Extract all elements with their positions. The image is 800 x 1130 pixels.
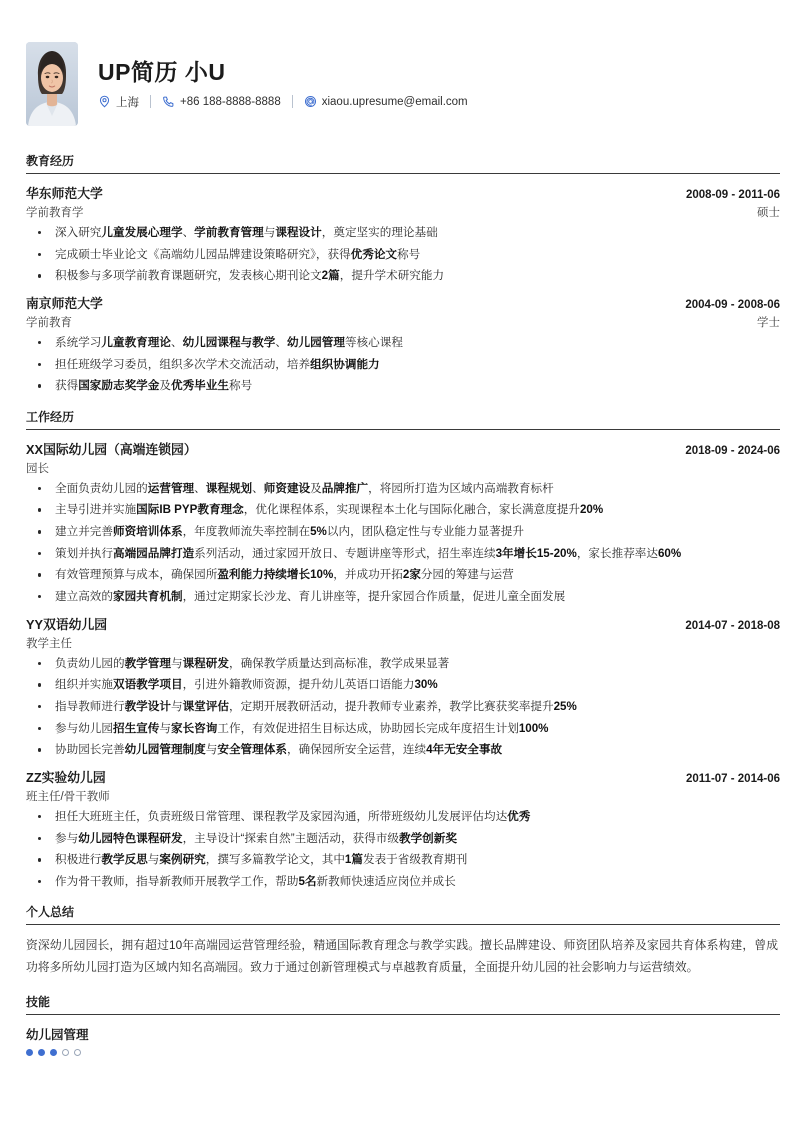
section-title-summary: 个人总结 xyxy=(26,905,75,920)
entry-subheader-row xyxy=(26,635,780,651)
email-icon xyxy=(304,95,317,108)
entry-date-range: 2011-07 - 2014-06 xyxy=(686,772,780,785)
bullet-item: 系统学习儿童教育理论、幼儿园课程与教学、幼儿园管理等核心课程 xyxy=(26,335,780,351)
entry-subheader-row xyxy=(26,314,780,330)
entry-organization: 华东师范大学 xyxy=(26,186,103,201)
bullet-item: 参与幼儿园特色课程研发，主导设计“探索自然”主题活动，获得市级教学创新奖 xyxy=(26,831,780,847)
entry xyxy=(18,605,782,758)
entry-degree: 学士 xyxy=(757,316,780,329)
skill-dot-empty xyxy=(62,1049,69,1056)
section-title: 工作经历 xyxy=(26,409,75,424)
skill-dot-filled xyxy=(38,1049,45,1056)
entry-date-range: 2018-09 - 2024-06 xyxy=(685,444,780,457)
entry-bullet-list xyxy=(26,481,780,605)
skill-dot-filled xyxy=(50,1049,57,1056)
bullet-item: 负责幼儿园的教学管理与课程研发，确保教学质量达到高标准，教学成果显著 xyxy=(26,656,780,672)
bullet-item: 积极参与多项学前教育课题研究，发表核心期刊论文2篇，提升学术研究能力 xyxy=(26,268,780,284)
entry-organization: 南京师范大学 xyxy=(26,295,103,311)
summary-text: 资深幼儿园园长，拥有超过10年高端园运营管理经验，精通国际教育理念与教学实践。擅长品牌建设、师资团队培养及家园共育体系构建，曾成功将多所幼儿园打造为区域内知名高端园。致力于通过创新管理模式与卓越教育质量，全面提升幼儿园的社会影响力与运营绩效。 xyxy=(26,938,778,975)
contact-location-text: 上海 xyxy=(116,96,139,109)
entry-date-range: 2008-09 - 2011-06 xyxy=(686,189,780,201)
bullet-item: 参与幼儿园招生宣传与家长咨询工作，有效促进招生目标达成，协助园长完成年度招生计划100% xyxy=(26,721,780,737)
section-1 xyxy=(18,408,782,890)
section-skills xyxy=(18,993,782,1056)
entry-subheader-row xyxy=(26,460,780,476)
section-title-skills: 技能 xyxy=(26,995,51,1010)
entry xyxy=(18,430,782,605)
entry-date-range: 2014-07 - 2018-08 xyxy=(685,619,780,632)
bullet-item: 深入研究儿童发展心理学、学前教育管理与课程设计，奠定坚实的理论基础 xyxy=(26,225,780,241)
entry-header-row xyxy=(26,614,780,633)
contact-divider xyxy=(292,95,293,108)
bullet-item: 作为骨干教师，指导新教师开展教学工作，帮助5名新教师快速适应岗位并成长 xyxy=(26,874,780,890)
entry-bullet-list xyxy=(26,656,780,758)
entry-degree: 硕士 xyxy=(757,207,780,219)
bullet-item: 组织并实施双语教学项目，引进外籍教师资源，提升幼儿英语口语能力30% xyxy=(26,677,780,693)
resume-header xyxy=(18,0,782,138)
skills-list xyxy=(18,1015,782,1056)
contact-email xyxy=(304,95,468,108)
entry-header-row xyxy=(26,183,780,202)
entry-header-row xyxy=(26,439,780,458)
skill-item xyxy=(18,1015,782,1056)
contact-email-text: xiaou.upresume@email.com xyxy=(321,95,468,108)
bullet-item: 有效管理预算与成本，确保园所盈利能力持续增长10%，并成功开拓2家分园的筹建与运营 xyxy=(26,567,780,583)
bullet-item: 全面负责幼儿园的运营管理、课程规划、师资建设及品牌推广，将园所打造为区域内高端教育标杆 xyxy=(26,481,780,497)
entry-header-row xyxy=(26,293,780,312)
entry-subheader-row xyxy=(26,204,780,220)
skill-dot-empty xyxy=(74,1049,81,1056)
bullet-item: 建立高效的家园共育机制，通过定期家长沙龙、育儿讲座等，提升家园合作质量，促进儿童全面发展 xyxy=(26,589,780,605)
entry-bullet-list xyxy=(26,335,780,394)
entry-bullet-list xyxy=(26,225,780,284)
entry-role: 班主任/骨干教师 xyxy=(26,790,110,803)
entry-role: 园长 xyxy=(26,462,49,475)
phone-icon xyxy=(162,95,175,108)
bullet-item: 完成硕士毕业论文《高端幼儿园品牌建设策略研究》，获得优秀论文称号 xyxy=(26,247,780,263)
section-title: 教育经历 xyxy=(26,154,75,168)
entry-subheader-row xyxy=(26,788,780,804)
entry xyxy=(18,284,782,394)
entry-role: 学前教育学 xyxy=(26,207,84,219)
bullet-item: 积极进行教学反思与案例研究，撰写多篇教学论文，其中1篇发表于省级教育期刊 xyxy=(26,852,780,868)
entry-organization: ZZ实验幼儿园 xyxy=(26,769,106,785)
contact-phone-text: +86 188-8888-8888 xyxy=(180,95,281,108)
entry xyxy=(18,758,782,890)
bullet-item: 担任大班班主任，负责班级日常管理、课程教学及家园沟通，所带班级幼儿发展评估均达优秀 xyxy=(26,809,780,825)
avatar xyxy=(26,42,78,126)
entry-bullet-list xyxy=(26,809,780,890)
page-title: UP简历 小U xyxy=(98,59,226,86)
entry-organization: YY双语幼儿园 xyxy=(26,616,108,632)
entry-organization: XX国际幼儿园（高端连锁园） xyxy=(26,441,197,457)
bullet-item: 担任班级学习委员，组织多次学术交流活动，培养组织协调能力 xyxy=(26,357,780,373)
header-text-block xyxy=(98,58,468,110)
entry-header-row xyxy=(26,767,780,786)
sections-container xyxy=(18,152,782,889)
entry-role: 教学主任 xyxy=(26,637,72,650)
contact-phone xyxy=(162,95,281,108)
bullet-item: 主导引进并实施国际IB PYP教育理念，优化课程体系，实现课程本土化与国际化融合，家长满意度提升20% xyxy=(26,502,780,518)
bullet-item: 获得国家励志奖学金及优秀毕业生称号 xyxy=(26,378,780,394)
contact-location xyxy=(98,94,139,110)
bullet-item: 建立并完善师资培训体系，年度教师流失率控制在5%以内，团队稳定性与专业能力显著提升 xyxy=(26,524,780,540)
bullet-item: 指导教师进行教学设计与课堂评估，定期开展教研活动，提升教师专业素养，教学比赛获奖率提升25% xyxy=(26,699,780,715)
entry-date-range: 2004-09 - 2008-06 xyxy=(685,298,780,311)
section-summary xyxy=(18,903,782,979)
contact-list xyxy=(98,94,468,110)
contact-divider xyxy=(150,95,151,108)
bullet-item: 协助园长完善幼儿园管理制度与安全管理体系，确保园所安全运营，连续4年无安全事故 xyxy=(26,742,780,758)
entry xyxy=(18,174,782,284)
bullet-item: 策划并执行高端园品牌打造系列活动，通过家园开放日、专题讲座等形式，招生率连续3年增长15-20%，家长推荐率达60% xyxy=(26,546,780,562)
section-0 xyxy=(18,152,782,394)
skill-name: 幼儿园管理 xyxy=(26,1028,89,1043)
skill-dot-filled xyxy=(26,1049,33,1056)
entry-role: 学前教育 xyxy=(26,316,72,329)
location-pin-icon xyxy=(98,95,111,108)
skill-level-dots xyxy=(26,1049,780,1056)
